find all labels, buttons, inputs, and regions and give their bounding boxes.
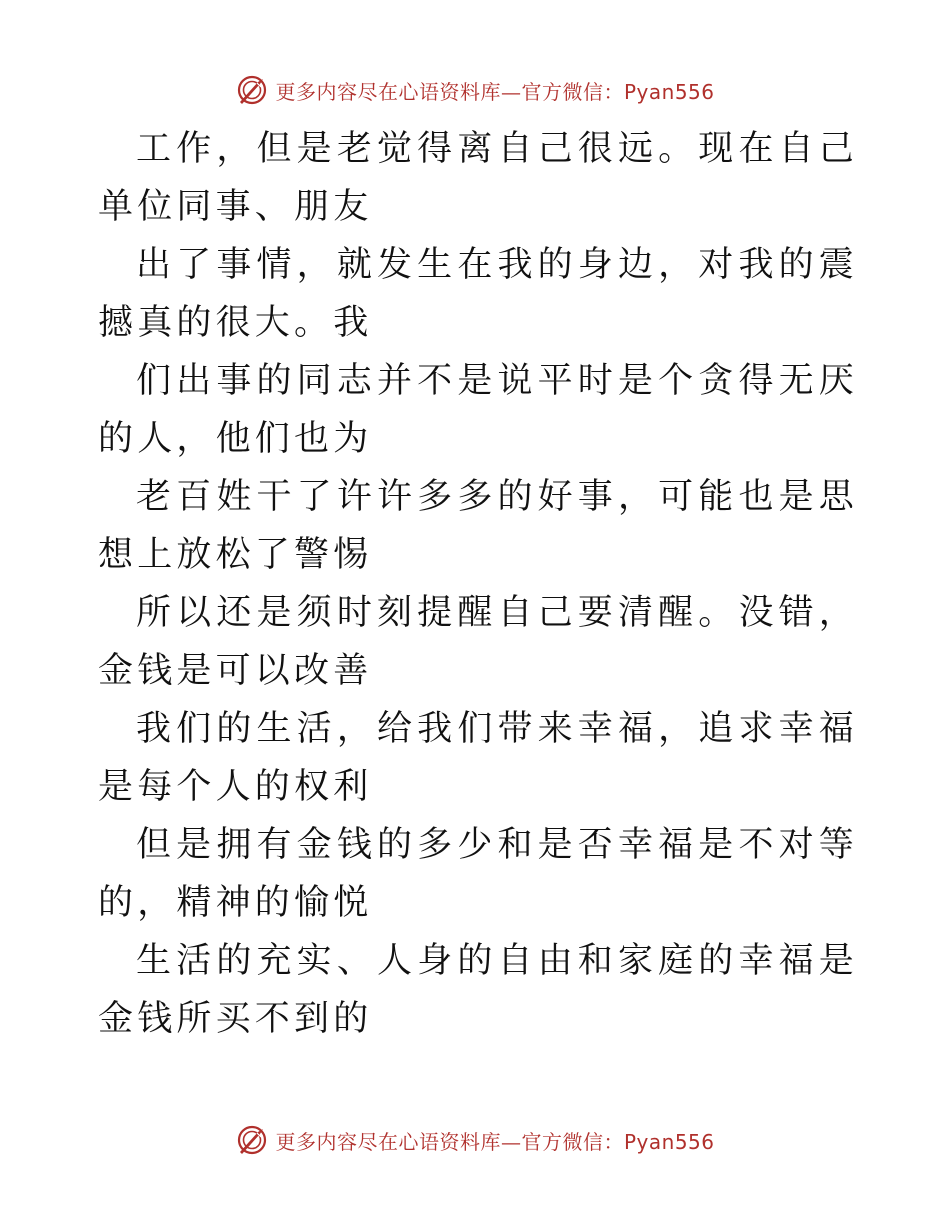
paragraph: 生活的充实、人身的自由和家庭的幸福是金钱所买不到的: [98, 941, 858, 1039]
paragraph: 们出事的同志并不是说平时是个贪得无厌的人，他们也为: [98, 361, 858, 459]
paragraph: 工作，但是老觉得离自己很远。现在自己单位同事、朋友: [98, 129, 858, 227]
footer-banner: [0, 1120, 950, 1160]
paragraph: 老百姓干了许许多多的好事，可能也是思想上放松了警惕: [98, 477, 858, 575]
header-banner-text: 更多内容尽在心语资料库—官方微信：Pyan556: [275, 79, 715, 104]
paragraph: 我们的生活，给我们带来幸福，追求幸福是每个人的权利: [98, 709, 858, 807]
pen-logo-icon: [235, 73, 269, 107]
footer-wechat-handle: Pyan556: [623, 1129, 715, 1154]
body-text: [98, 120, 858, 1048]
paragraph: 出了事情，就发生在我的身边，对我的震撼真的很大。我: [98, 245, 858, 343]
paragraph: 但是拥有金钱的多少和是否幸福是不对等的，精神的愉悦: [98, 825, 858, 923]
header-wechat-handle: Pyan556: [623, 79, 715, 104]
footer-banner-text: 更多内容尽在心语资料库—官方微信：Pyan556: [275, 1129, 715, 1154]
header-banner: [0, 70, 950, 110]
paragraph: 所以还是须时刻提醒自己要清醒。没错，金钱是可以改善: [98, 593, 858, 691]
pen-logo-icon: [235, 1123, 269, 1157]
